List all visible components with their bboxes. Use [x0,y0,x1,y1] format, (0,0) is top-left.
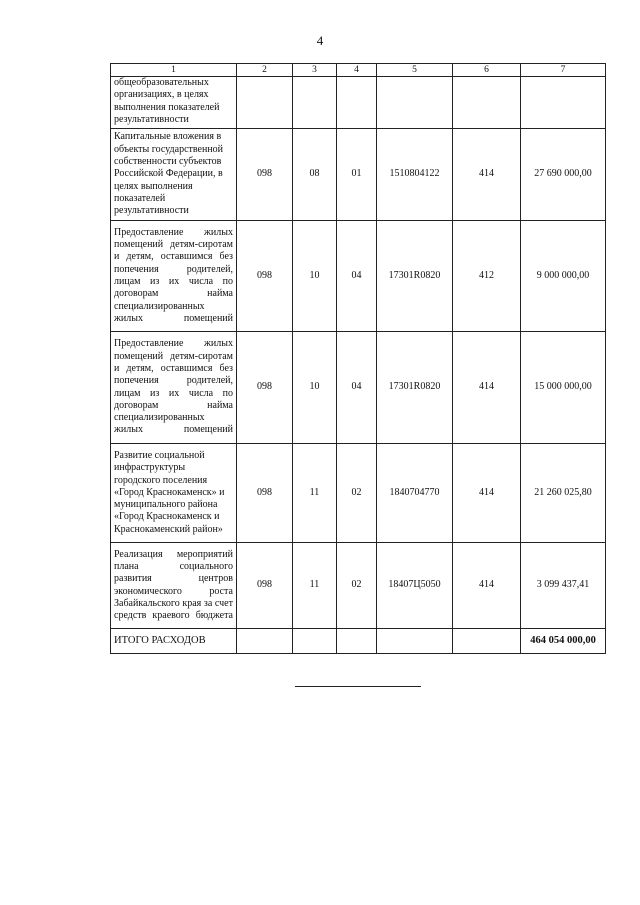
table-header-row [111,64,606,77]
total-empty-cell [453,629,521,654]
cell-section: 10 [293,332,337,444]
cell-subsection: 01 [337,129,377,221]
cell-subsection: 04 [337,332,377,444]
cell-amount [521,77,606,129]
column-header-4: 4 [337,64,377,77]
cell-amount: 27 690 000,00 [521,129,606,221]
cell-subsection: 04 [337,221,377,332]
expense-name: Предоставление жилых помещений детям-сиротам и детям, оставшимся без попечения родителей, лицам из их числа по договорам найма специализированных жилых помещений [111,332,237,444]
cell-expense-type: 412 [453,221,521,332]
cell-subsection: 02 [337,543,377,629]
cell-target-article [377,77,453,129]
cell-target-article: 17301R0820 [377,332,453,444]
cell-subsection [337,77,377,129]
column-header-1: 1 [111,64,237,77]
end-separator-line [295,686,421,687]
cell-target-article: 1510804122 [377,129,453,221]
cell-ministry-code: 098 [237,221,293,332]
table-row [111,332,606,444]
cell-section [293,77,337,129]
table-row [111,77,606,129]
total-label: ИТОГО РАСХОДОВ [111,629,237,654]
expense-name: Реализация мероприятий плана социального развития центров экономического роста Забайкальского края за счет средств краевого бюджета [111,543,237,629]
total-amount: 464 054 000,00 [521,629,606,654]
total-row [111,629,606,654]
table-row [111,129,606,221]
cell-section: 10 [293,221,337,332]
total-empty-cell [337,629,377,654]
cell-target-article: 17301R0820 [377,221,453,332]
cell-amount: 3 099 437,41 [521,543,606,629]
cell-expense-type: 414 [453,543,521,629]
cell-target-article: 18407Ц5050 [377,543,453,629]
expense-name: общеобразовательных организациях, в целях выполнения показателей результативности [111,77,237,129]
column-header-5: 5 [377,64,453,77]
expense-name: Предоставление жилых помещений детям-сиротам и детям, оставшимся без попечения родителей, лицам из их числа по договорам найма специализированных жилых помещений [111,221,237,332]
column-header-3: 3 [293,64,337,77]
table-row [111,444,606,543]
cell-expense-type: 414 [453,444,521,543]
column-header-2: 2 [237,64,293,77]
cell-section: 08 [293,129,337,221]
expense-name: Развитие социальной инфраструктуры городского поселения «Город Краснокаменск» и муниципального района «Город Краснокаменск и Краснокаменский район» [111,444,237,543]
cell-ministry-code [237,77,293,129]
cell-subsection: 02 [337,444,377,543]
cell-ministry-code: 098 [237,444,293,543]
column-header-7: 7 [521,64,606,77]
cell-section: 11 [293,543,337,629]
cell-ministry-code: 098 [237,543,293,629]
table-row [111,221,606,332]
cell-ministry-code: 098 [237,332,293,444]
budget-table [110,63,606,654]
total-empty-cell [293,629,337,654]
cell-ministry-code: 098 [237,129,293,221]
cell-section: 11 [293,444,337,543]
column-header-6: 6 [453,64,521,77]
cell-expense-type: 414 [453,332,521,444]
cell-target-article: 1840704770 [377,444,453,543]
expense-name: Капитальные вложения в объекты государственной собственности субъектов Российской Федерации, в целях выполнения показателей результативности [111,129,237,221]
cell-amount: 9 000 000,00 [521,221,606,332]
cell-expense-type: 414 [453,129,521,221]
total-empty-cell [377,629,453,654]
cell-amount: 15 000 000,00 [521,332,606,444]
cell-expense-type [453,77,521,129]
cell-amount: 21 260 025,80 [521,444,606,543]
table-row [111,543,606,629]
total-empty-cell [237,629,293,654]
page-number: 4 [316,33,324,48]
